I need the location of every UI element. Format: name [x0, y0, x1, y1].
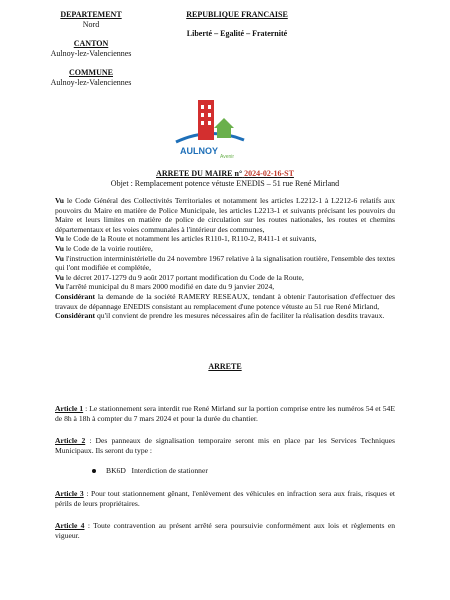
canton-label: CANTON [73, 39, 109, 48]
consideration-2: Vu le Code de la Route et notamment les articles R110-1, R110-2, R411-1 et suivants, [55, 234, 317, 244]
decree-title-line [80, 169, 370, 179]
consideration-6: Vu l'arrêté municipal du 8 mars 2000 modifié en date du 9 janvier 2024, [55, 282, 275, 292]
consideration-4: Vu l'instruction interministérielle du 24 novembre 1967 relative à la signalisation routière, l'ensemble des textes qui l'ont modifiée et complétée, [55, 253, 395, 273]
decree-number: 2024-02-16-ST [244, 169, 294, 178]
commune-value: Aulnoy-lez-Valenciennes [50, 78, 132, 87]
considerations [55, 196, 395, 321]
consideration-3: Vu le Code de la voirie routière, [55, 243, 153, 253]
article-4: Article 4 : Toute contravention au présent arrêté sera poursuivie conformément aux lois et règlements en vigueur. [55, 521, 395, 540]
logo-text: AULNOY [180, 146, 218, 156]
sign-text: Interdiction de stationner [131, 466, 208, 475]
consideration-5: Vu le décret 2017-1279 du 9 août 2017 portant modification du Code de la Route, [55, 272, 304, 282]
decree-prefix: ARRETE DU MAIRE n° [156, 169, 243, 178]
town-logo [170, 92, 250, 162]
article-3: Article 3 : Pour tout stationnement gênant, l'enlèvement des véhicules en infraction sera aux frais, risques et périls de leurs propriétaires. [55, 489, 395, 508]
sign-code: BK6D [106, 466, 126, 475]
bullet-icon [92, 469, 96, 473]
republic-title: REPUBLIQUE FRANCAISE [186, 10, 288, 19]
header-right [172, 10, 302, 39]
arrete-heading: ARRETE [208, 362, 242, 371]
consideration-8: Considérant qu'il convient de prendre les mesures nécessaires afin de faciliter la réalisation desdits travaux. [55, 311, 385, 321]
consideration-7: Considérant la demande de la société RAMERY RESEAUX, tendant à obtenir l'autorisation d'effectuer des travaux de dépannage ENEDIS consistant au remplacement d'une potence vétuste au 51 rue René Mirland, [55, 291, 395, 311]
article-2: Article 2 : Des panneaux de signalisation temporaire seront mis en place par les Services Techniques Municipaux. Ils seront du type : [55, 436, 395, 455]
dept-value: Nord [82, 20, 100, 29]
canton-value: Aulnoy-lez-Valenciennes [50, 49, 132, 58]
commune-label: COMMUNE [69, 68, 113, 77]
motto: Liberté – Egalité – Fraternité [186, 29, 288, 38]
decree-title [80, 169, 370, 189]
header-left [36, 10, 146, 88]
dept-label: DEPARTEMENT [60, 10, 122, 19]
decree-object: Objet : Remplacement potence vétuste ENEDIS – 51 rue René Mirland [110, 179, 340, 188]
sign-bullet [92, 466, 208, 475]
logo-subtext: Avenir [220, 154, 235, 160]
consideration-1: Vu le Code Général des Collectivités Territoriales et notamment les articles L2212-1 à L2212-6 relatifs aux pouvoirs du Maire en matière de Police Municipale, les articles L2213-1 et suivants précisant les pouvoirs du Maire et leurs limites en matière de police de circulation sur les routes nationales, les routes et chemins départementaux et les voies communales à l'intérieur des communes, [55, 196, 395, 234]
article-1: Article 1 : Le stationnement sera interdit rue René Mirland sur la portion comprise entre les numéros 54 et 54E de 8h à 18h à compter du 7 mars 2024 et pour la durée du chantier. [55, 404, 395, 423]
